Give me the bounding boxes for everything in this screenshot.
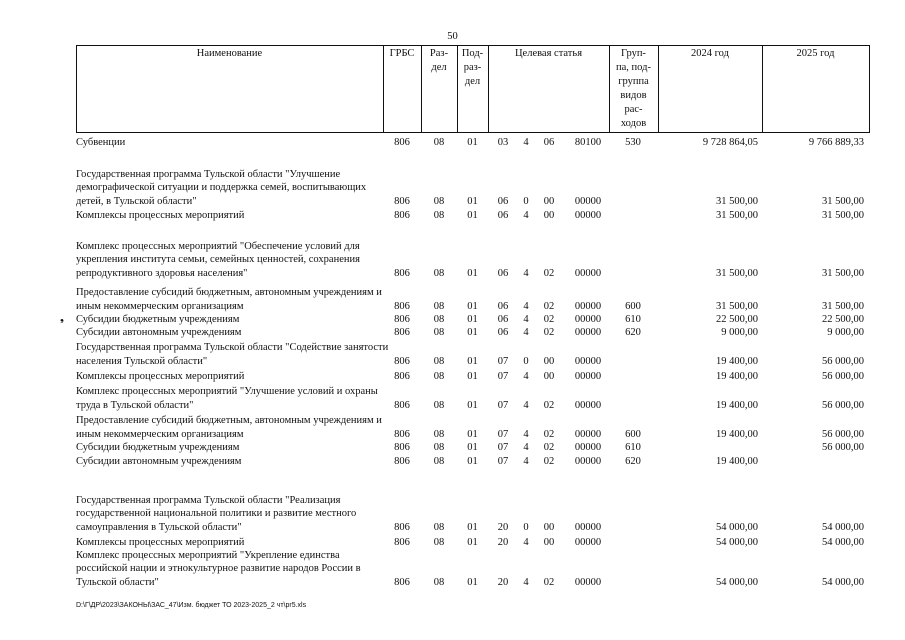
cell-pr: 01 <box>467 268 478 279</box>
cell-t4: 00000 <box>574 301 602 312</box>
cell-t2: 4 <box>523 137 529 148</box>
table-row <box>76 368 870 383</box>
cell-t4: 00000 <box>574 210 602 221</box>
cell-grp: 620 <box>625 327 641 338</box>
cell-t3: 00 <box>543 210 555 221</box>
cell-t3: 06 <box>543 137 555 148</box>
cell-t3: 02 <box>543 577 555 588</box>
cell-grbs: 806 <box>394 442 410 453</box>
cell-t2: 0 <box>523 522 529 533</box>
cell-grbs: 806 <box>394 314 410 325</box>
cell-t1: 06 <box>497 210 509 221</box>
cell-t1: 06 <box>497 268 509 279</box>
row-name: Субвенции <box>76 136 126 148</box>
cell-t3: 00 <box>543 371 555 382</box>
cell-y2024: 54 000,00 <box>716 522 758 533</box>
cell-t3: 02 <box>543 327 555 338</box>
header-target-article: Целевая статья <box>514 48 583 59</box>
cell-t4: 00000 <box>574 442 602 453</box>
table-row <box>76 441 870 454</box>
cell-rz: 08 <box>433 456 445 467</box>
cell-y2025: 54 000,00 <box>822 522 864 533</box>
row-name: Комплекс процессных мероприятий "Укрепление единства российской нации и этнокультурное развитие народов России в Тульской области" <box>76 549 361 588</box>
row-name: Предоставление субсидий бюджетным, автономным учреждениям и иным некоммерческим организациям <box>76 415 382 440</box>
cell-t3: 02 <box>543 400 555 411</box>
cell-grbs: 806 <box>394 356 410 367</box>
cell-y2024: 19 400,00 <box>716 371 758 382</box>
cell-t1: 07 <box>497 356 509 367</box>
cell-grbs: 806 <box>394 429 410 440</box>
cell-t2: 4 <box>523 301 529 312</box>
cell-rz: 08 <box>433 371 445 382</box>
cell-y2024: 54 000,00 <box>716 537 758 548</box>
cell-grbs: 806 <box>394 210 410 221</box>
cell-t4: 00000 <box>574 196 602 207</box>
cell-grp: 610 <box>625 442 641 453</box>
cell-y2025: 9 766 889,33 <box>808 137 864 148</box>
table-row <box>76 222 870 280</box>
cell-t4: 00000 <box>574 314 602 325</box>
cell-t4: 00000 <box>574 371 602 382</box>
cell-y2024: 19 400,00 <box>716 429 758 440</box>
cell-t1: 06 <box>497 327 509 338</box>
cell-t1: 07 <box>497 456 509 467</box>
cell-t1: 07 <box>497 371 509 382</box>
cell-t4: 00000 <box>574 429 602 440</box>
cell-t4: 00000 <box>574 356 602 367</box>
cell-pr: 01 <box>467 537 478 548</box>
cell-rz: 08 <box>433 537 445 548</box>
row-name: Субсидии бюджетным учреждениям <box>76 441 240 453</box>
cell-t2: 4 <box>523 268 529 279</box>
cell-t1: 20 <box>497 577 509 588</box>
cell-t4: 00000 <box>574 577 602 588</box>
cell-rz: 08 <box>433 577 445 588</box>
header-2025: 2025 год <box>796 48 835 59</box>
cell-rz: 08 <box>433 400 445 411</box>
table-row <box>76 326 870 339</box>
header-razdel: Раз- дел <box>429 48 449 73</box>
cell-grbs: 806 <box>394 268 410 279</box>
cell-t3: 02 <box>543 442 555 453</box>
cell-t3: 02 <box>543 456 555 467</box>
cell-t3: 00 <box>543 356 555 367</box>
cell-t2: 4 <box>523 456 529 467</box>
cell-t4: 00000 <box>574 400 602 411</box>
cell-grbs: 806 <box>394 400 410 411</box>
cell-t2: 4 <box>523 371 529 382</box>
cell-grp: 530 <box>625 137 641 148</box>
row-name: Комплексы процессных мероприятий <box>76 370 245 382</box>
cell-grp: 620 <box>625 456 641 467</box>
cell-t3: 02 <box>543 268 555 279</box>
margin-mark: ❟ <box>60 313 64 324</box>
cell-t3: 00 <box>543 196 555 207</box>
cell-rz: 08 <box>433 196 445 207</box>
budget-table <box>76 45 870 589</box>
cell-y2025: 56 000,00 <box>822 356 864 367</box>
cell-grbs: 806 <box>394 196 410 207</box>
cell-t4: 00000 <box>574 522 602 533</box>
cell-t2: 4 <box>523 442 529 453</box>
cell-rz: 08 <box>433 429 445 440</box>
cell-t1: 07 <box>497 442 509 453</box>
cell-pr: 01 <box>467 196 478 207</box>
cell-t2: 4 <box>523 314 529 325</box>
cell-grbs: 806 <box>394 301 410 312</box>
cell-pr: 01 <box>467 137 478 148</box>
cell-pr: 01 <box>467 522 478 533</box>
cell-pr: 01 <box>467 400 478 411</box>
cell-y2024: 31 500,00 <box>716 210 758 221</box>
cell-grbs: 806 <box>394 577 410 588</box>
cell-t1: 20 <box>497 522 509 533</box>
cell-t4: 00000 <box>574 456 602 467</box>
table-row <box>76 283 870 313</box>
cell-t4: 00000 <box>574 537 602 548</box>
table-row <box>76 313 870 326</box>
cell-pr: 01 <box>467 577 478 588</box>
cell-pr: 01 <box>467 301 478 312</box>
cell-t1: 06 <box>497 314 509 325</box>
cell-rz: 08 <box>433 314 445 325</box>
cell-rz: 08 <box>433 442 445 453</box>
cell-t1: 03 <box>497 137 509 148</box>
cell-y2024: 31 500,00 <box>716 301 758 312</box>
header-podrazdel: Под- раз- дел <box>461 48 484 87</box>
row-name: Субсидии автономным учреждениям <box>76 326 242 338</box>
row-name: Комплексы процессных мероприятий <box>76 209 245 221</box>
table-row <box>76 478 870 534</box>
cell-t1: 06 <box>497 301 509 312</box>
cell-rz: 08 <box>433 301 445 312</box>
row-name: Комплекс процессных мероприятий "Обеспечение условий для укрепления института семьи, семейных ценностей, сохранения репродуктивного здоровья населения" <box>76 240 360 279</box>
cell-y2025: 56 000,00 <box>822 371 864 382</box>
cell-t1: 07 <box>497 429 509 440</box>
cell-t3: 02 <box>543 301 555 312</box>
cell-y2024: 31 500,00 <box>716 196 758 207</box>
table-row <box>76 159 870 208</box>
cell-y2025: 31 500,00 <box>822 301 864 312</box>
cell-y2024: 9 000,00 <box>721 327 758 338</box>
cell-y2024: 31 500,00 <box>716 268 758 279</box>
table-row <box>76 534 870 549</box>
cell-y2024: 54 000,00 <box>716 577 758 588</box>
table-body <box>76 133 870 589</box>
row-name: Предоставление субсидий бюджетным, автономным учреждениям и иным некоммерческим организациям <box>76 287 382 312</box>
cell-t2: 4 <box>523 577 529 588</box>
cell-y2025: 54 000,00 <box>822 537 864 548</box>
cell-t3: 02 <box>543 314 555 325</box>
cell-y2024: 19 400,00 <box>716 400 758 411</box>
table-row <box>76 383 870 412</box>
cell-y2025: 56 000,00 <box>822 429 864 440</box>
cell-t2: 0 <box>523 196 529 207</box>
cell-pr: 01 <box>467 371 478 382</box>
cell-y2025: 9 000,00 <box>827 327 864 338</box>
cell-t3: 02 <box>543 429 555 440</box>
cell-y2025: 22 500,00 <box>822 314 864 325</box>
row-name: Комплекс процессных мероприятий "Улучшение условий и охраны труда в Тульской области" <box>76 386 378 411</box>
header-name: Наименование <box>196 48 263 59</box>
row-name: Субсидии автономным учреждениям <box>76 455 242 467</box>
table-row <box>76 454 870 468</box>
cell-y2024: 19 400,00 <box>716 456 758 467</box>
table-row <box>76 208 870 222</box>
row-name: Субсидии бюджетным учреждениям <box>76 313 240 325</box>
table-row <box>76 339 870 368</box>
page-number: 50 <box>447 31 458 42</box>
cell-grbs: 806 <box>394 537 410 548</box>
cell-t1: 20 <box>497 537 509 548</box>
cell-t2: 4 <box>523 400 529 411</box>
cell-t2: 0 <box>523 356 529 367</box>
cell-t3: 00 <box>543 522 555 533</box>
cell-grp: 600 <box>625 429 641 440</box>
cell-grbs: 806 <box>394 137 410 148</box>
cell-pr: 01 <box>467 442 478 453</box>
cell-grbs: 806 <box>394 522 410 533</box>
row-name: Государственная программа Тульской области "Содействие занятости населения Тульской области" <box>76 342 389 367</box>
cell-t2: 4 <box>523 537 529 548</box>
cell-t2: 4 <box>523 429 529 440</box>
cell-grbs: 806 <box>394 371 410 382</box>
table-header <box>76 45 870 133</box>
cell-y2024: 9 728 864,05 <box>702 137 758 148</box>
cell-y2024: 22 500,00 <box>716 314 758 325</box>
cell-y2025: 56 000,00 <box>822 400 864 411</box>
table-row <box>76 549 870 589</box>
cell-t3: 00 <box>543 537 555 548</box>
cell-grbs: 806 <box>394 456 410 467</box>
header-grbs: ГРБС <box>389 48 415 59</box>
table-row <box>76 412 870 441</box>
cell-y2024: 19 400,00 <box>716 356 758 367</box>
cell-pr: 01 <box>467 356 478 367</box>
cell-rz: 08 <box>433 210 445 221</box>
cell-pr: 01 <box>467 429 478 440</box>
cell-y2025: 31 500,00 <box>822 268 864 279</box>
cell-t2: 4 <box>523 210 529 221</box>
cell-y2025: 54 000,00 <box>822 577 864 588</box>
cell-t4: 80100 <box>574 137 602 148</box>
table-row <box>76 133 870 149</box>
row-name: Государственная программа Тульской области "Улучшение демографической ситуации и поддержка семей, воспитывающих детей, в Тульской области" <box>76 168 367 207</box>
cell-rz: 08 <box>433 268 445 279</box>
header-expense-group: Груп- па, под- группа видов рас- ходов <box>616 48 651 129</box>
cell-pr: 01 <box>467 456 478 467</box>
cell-t4: 00000 <box>574 268 602 279</box>
cell-t1: 07 <box>497 400 509 411</box>
cell-rz: 08 <box>433 137 445 148</box>
cell-y2025: 31 500,00 <box>822 210 864 221</box>
cell-y2025: 31 500,00 <box>822 196 864 207</box>
cell-pr: 01 <box>467 314 478 325</box>
cell-pr: 01 <box>467 210 478 221</box>
cell-grp: 610 <box>625 314 641 325</box>
cell-rz: 08 <box>433 522 445 533</box>
cell-rz: 08 <box>433 327 445 338</box>
cell-pr: 01 <box>467 327 478 338</box>
cell-grp: 600 <box>625 301 641 312</box>
cell-t1: 06 <box>497 196 509 207</box>
file-path-footer: D:\Г\ДР\2023\ЗАКОНЫ\ЗАС_47\Изм. бюджет ТО 2023-2025_2 чт\pr5.xls <box>76 602 307 609</box>
row-name: Государственная программа Тульской области "Реализация государственной национальной политики и развитие местного самоуправления в Тульской области" <box>76 494 357 533</box>
cell-t4: 00000 <box>574 327 602 338</box>
row-name: Комплексы процессных мероприятий <box>76 536 245 548</box>
cell-y2025: 56 000,00 <box>822 442 864 453</box>
header-2024: 2024 год <box>691 48 729 59</box>
cell-rz: 08 <box>433 356 445 367</box>
cell-grbs: 806 <box>394 327 410 338</box>
cell-t2: 4 <box>523 327 529 338</box>
